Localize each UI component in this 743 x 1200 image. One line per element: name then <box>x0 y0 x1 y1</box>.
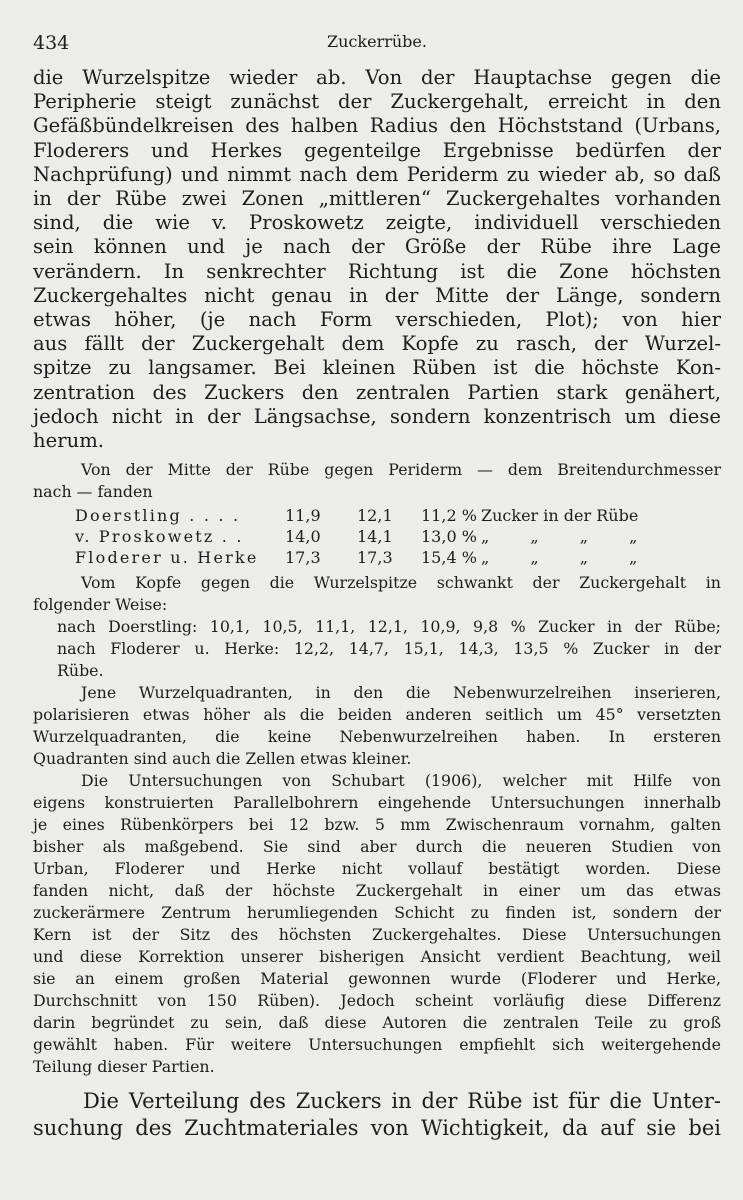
table-cell-value: 11,9 <box>285 506 321 526</box>
text-line: aus fällt der Zuckergehalt dem Kopfe zu rasch, der Wurzel- <box>33 332 721 356</box>
table-cell-name: v. Proskowetz . . <box>75 527 244 547</box>
text-line: Quadranten sind auch die Zellen etwas kleiner. <box>33 749 412 769</box>
text-line: Die Untersuchungen von Schubart (1906), welcher mit Hilfe von <box>81 771 721 791</box>
text-line: gewählt haben. Für weitere Untersuchungen empfiehlt sich weitergehende <box>33 1035 721 1055</box>
text-line: suchung des Zuchtmateriales von Wichtigkeit, da auf sie bei <box>33 1116 721 1141</box>
text-line: fanden nicht, daß der höchste Zuckergehalt in einer um das etwas <box>33 881 721 901</box>
paragraph-final <box>33 1088 721 1142</box>
text-line: herum. <box>33 429 105 453</box>
text-line: Nachprüfung) und nimmt nach dem Periderm zu wieder ab, so daß <box>33 162 721 186</box>
text-line: Rübe. <box>57 661 104 681</box>
text-line: und diese Korrektion unserer bisherigen Ansicht verdient Beachtung, weil <box>33 947 721 967</box>
text-line: Vom Kopfe gegen die Wurzelspitze schwankt der Zuckergehalt in <box>81 573 721 593</box>
text-line: Wurzelquadranten, die keine Nebenwurzelreihen haben. In ersteren <box>33 727 721 747</box>
table-intro-line: Von der Mitte der Rübe gegen Periderm — dem Breitendurchmesser <box>81 460 721 480</box>
text-line: Die Verteilung des Zuckers in der Rübe ist für die Unter- <box>83 1089 721 1114</box>
text-line: zuckerärmere Zentrum herumliegenden Schicht zu finden ist, sondern der <box>33 903 721 923</box>
text-line: nach Doerstling: 10,1, 10,5, 11,1, 12,1, 10,9, 9,8 % Zucker in der Rübe; <box>57 617 721 637</box>
text-line: eigens konstruierten Parallelbohrern eingehende Untersuchungen innerhalb <box>33 793 721 813</box>
text-line: Floderers und Herkes gegenteilge Ergebnisse bedürfen der <box>33 138 721 162</box>
table-cell-value: 14,0 <box>285 527 321 547</box>
table-cell-value: 13,0 % <box>421 527 477 547</box>
text-line: bisher als maßgebend. Sie sind aber durch die neueren Studien von <box>33 837 721 857</box>
text-line: Jene Wurzelquadranten, in den die Nebenwurzelreihen inserieren, <box>81 683 721 703</box>
text-line: Gefäßbündelkreisen des halben Radius den Höchststand (Urbans, <box>33 114 721 138</box>
table-cell-value: 17,3 <box>285 548 321 568</box>
text-line: Peripherie steigt zunächst der Zuckergehalt, erreicht in den <box>33 90 721 114</box>
text-line: in der Rübe zwei Zonen „mittleren“ Zuckergehaltes vorhanden <box>33 187 721 211</box>
table-cell-note: Zucker in der Rübe <box>481 506 639 526</box>
text-line: polarisieren etwas höher als die beiden anderen seitlich um 45° versetzten <box>33 705 721 725</box>
text-line: sein können und je nach der Größe der Rübe ihre Lage <box>33 235 721 259</box>
table-row <box>75 526 655 547</box>
table-intro-line: nach — fanden <box>33 482 153 502</box>
text-line: Kern ist der Sitz des höchsten Zuckergehaltes. Diese Untersuchungen <box>33 925 721 945</box>
text-line: etwas höher, (je nach Form verschieden, Plot); von hier <box>33 308 721 332</box>
sugar-table <box>75 505 655 568</box>
table-row <box>75 505 655 526</box>
table-cell-value: 17,3 <box>357 548 393 568</box>
small-print-block <box>33 459 721 1078</box>
table-row <box>75 547 655 568</box>
text-line: Teilung dieser Partien. <box>33 1057 215 1077</box>
text-line: darin begründet zu sein, daß diese Autoren die zentralen Teile zu groß <box>33 1013 721 1033</box>
text-line: folgender Weise: <box>33 595 168 615</box>
running-head: Zuckerrübe. <box>327 32 427 51</box>
table-cell-name: Doerstling . . . . <box>75 506 241 526</box>
table-cell-value: 15,4 % <box>421 548 477 568</box>
text-line: Durchschnitt von 150 Rüben). Jedoch scheint vorläufig diese Differenz <box>33 991 721 1011</box>
text-line: die Wurzelspitze wieder ab. Von der Hauptachse gegen die <box>33 66 721 89</box>
text-line: Urban, Floderer und Herke nicht vollauf bestätigt worden. Diese <box>33 859 721 879</box>
text-line: sind, die wie v. Proskowetz zeigte, individuell verschieden <box>33 211 721 235</box>
text-line: spitze zu langsamer. Bei kleinen Rüben ist die höchste Kon- <box>33 356 721 380</box>
table-cell-name: Floderer u. Herke <box>75 548 259 568</box>
page-header <box>33 26 721 66</box>
paragraph-zuckerverteilung <box>33 66 721 453</box>
table-cell-value: 12,1 <box>357 506 393 526</box>
text-line: jedoch nicht in der Längsachse, sondern konzentrisch um diese <box>33 404 721 428</box>
table-cell-value: 11,2 % <box>421 506 477 526</box>
text-line: zentration des Zuckers den zentralen Partien stark genähert, <box>33 380 721 404</box>
text-line: nach Floderer u. Herke: 12,2, 14,7, 15,1, 14,3, 13,5 % Zucker in der <box>57 639 721 659</box>
text-line: sie an einem großen Material gewonnen wurde (Floderer und Herke, <box>33 969 721 989</box>
table-cell-note: „ „ „ „ <box>481 527 656 547</box>
text-line: verändern. In senkrechter Richtung ist die Zone höchsten <box>33 259 721 283</box>
text-line: je eines Rübenkörpers bei 12 bzw. 5 mm Zwischenraum vornahm, galten <box>33 815 721 835</box>
text-line: Zuckergehaltes nicht genau in der Mitte der Länge, sondern <box>33 283 721 307</box>
page-number: 434 <box>33 32 70 54</box>
table-cell-value: 14,1 <box>357 527 393 547</box>
table-cell-note: „ „ „ „ <box>481 548 656 568</box>
